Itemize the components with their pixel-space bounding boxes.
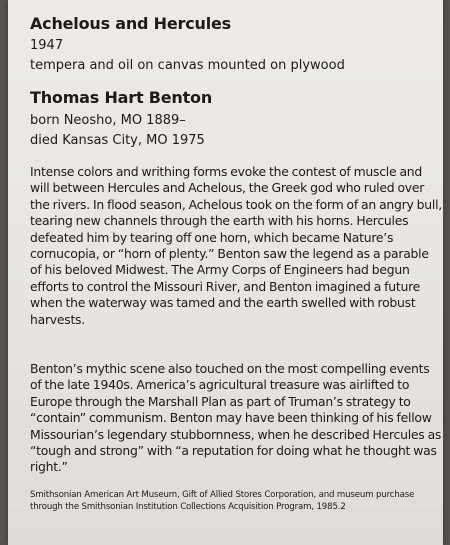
description-paragraph-2: Benton’s mythic scene also touched on the most compelling events of the late 1940s. America’s agricultural treasure was airlifted to Europe through the Marshall Plan as part of Truman’s strategy to “contain” communism. Benton may have been thinking of his fellow Missourian’s legendary stubbornness, when he described Hercules as “tough and strong” with “a reputation for doing what he thought was right.”: [30, 361, 442, 475]
description-paragraph-1: Intense colors and writhing forms evoke the contest of muscle and will between Hercules and Achelous, the Greek god who ruled over the rivers. In flood season, Achelous took on the form of an angry bull, tearing new channels through the earth with his horns. Hercules defeated him by tearing off one horn, which became Nature’s cornucopia, or “horn of plenty.” Benton saw the legend as a parable of his beloved Midwest. The Army Corps of Engineers had begun efforts to control the Missouri River, and Benton imagined a future when the waterway was tamed and the earth swelled with robust harvests.: [30, 164, 442, 327]
artist-name: Thomas Hart Benton: [30, 88, 213, 107]
credit-line: Smithsonian American Art Museum, Gift of Allied Stores Corporation, and museum purchase through the Smithsonian Institution Collections Acquisition Program, 1985.2: [30, 490, 415, 512]
artwork-year: 1947: [30, 38, 64, 53]
museum-wall-label: [8, 0, 443, 545]
artist-death: died Kansas City, MO 1975: [30, 133, 205, 148]
artist-birth: born Neosho, MO 1889–: [30, 113, 186, 128]
artwork-medium: tempera and oil on canvas mounted on plywood: [30, 58, 345, 73]
artwork-title: Achelous and Hercules: [30, 14, 231, 33]
